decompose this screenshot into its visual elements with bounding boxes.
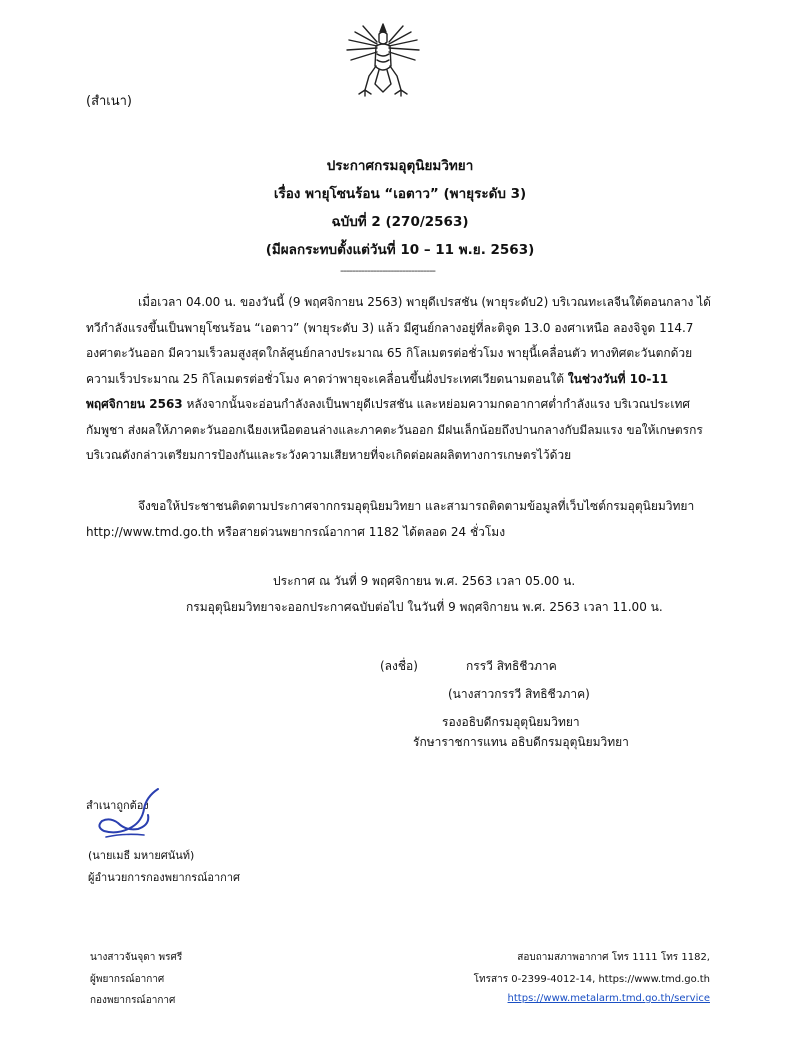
- divider: --------------------------------: [340, 264, 436, 277]
- garuda-emblem: [343, 18, 423, 100]
- footer-service-link[interactable]: https://www.metalarm.tmd.go.th/service: [507, 993, 710, 1004]
- p1-bold-dates: ในช่วงวันที่ 10-11 พฤศจิกายน 2563: [86, 371, 669, 411]
- certifier-name: (นายเมธี มหายศนันท์): [88, 849, 195, 862]
- announcement-number: ฉบับที่ 2 (270/2563): [331, 214, 469, 230]
- p1-text-a: เมื่อเวลา 04.00 น. ของวันนี้ (9 พฤศจิกายน 2563) พายุดีเปรสชัน (พายุระดับ2) บริเวณทะเลจีนใต้ตอนกลาง ได้ทวีกำลังแรงขึ้นเป็นพายุโซนร้อน “เอตาว” (พายุระดับ 3) แล้ว มีศูนย์กลางอยู่ที่ละติจูด 13.0 องศาเหนือ ลองจิจูด 114.7 องศาตะวันออก มีความเร็วลมสูงสุดใกล้ศูนย์กลางประมาณ 65 กิโลเมตรต่อชั่วโมง พายุนี้เคลื่อนตัว ทางทิศตะวันตกด้วยความเร็วประมาณ 25 กิโลเมตรต่อชั่วโมง คาดว่าพายุจะเคลื่อนขึ้นฝั่งประเทศเวียดนามตอนใต้: [86, 295, 711, 386]
- signer-position: รองอธิบดีกรมอุตุนิยมวิทยา: [442, 715, 580, 729]
- footer-division: กองพยากรณ์อากาศ: [90, 995, 176, 1006]
- announcement-title: ประกาศกรมอุตุนิยมวิทยา: [326, 158, 474, 174]
- footer-contact-fax: โทรสาร 0-2399-4012-14, https://www.tmd.go.th: [473, 974, 710, 985]
- certifier-position: ผู้อำนวยการกองพยากรณ์อากาศ: [88, 871, 241, 884]
- announce-date: ประกาศ ณ วันที่ 9 พฤศจิกายน พ.ศ. 2563 เวลา 05.00 น.: [273, 574, 576, 588]
- body-paragraph-2: จึงขอให้ประชาชนติดตามประกาศจากกรมอุตุนิยมวิทยา และสามารถติดตามข้อมูลที่เว็บไซต์กรมอุตุนิยมวิทยา http://www.tmd.go.th หรือสายด่วนพยากรณ์อากาศ 1182 ได้ตลอด 24 ชั่วโมง: [86, 499, 695, 539]
- signed-label: (ลงชื่อ): [380, 659, 418, 673]
- announcement-subject: เรื่อง พายุโซนร้อน “เอตาว” (พายุระดับ 3): [273, 186, 527, 202]
- copy-label: (สำเนา): [86, 94, 133, 109]
- p1-text-b: หลังจากนั้นจะอ่อนกำลังลงเป็นพายุดีเปรสชัน และหย่อมความกดอากาศต่ำกำลังแรง บริเวณประเทศกัมพูชา ส่งผลให้ภาคตะวันออกเฉียงเหนือตอนล่างและภาคตะวันออก มีฝนเล็กน้อยถึงปานกลางกับมีลมแรง ขอให้เกษตรกรบริเวณดังกล่าวเตรียมการป้องกันและระวังความเสียหายที่จะเกิดต่อผลผลิตทางการเกษตรไว้ด้วย: [86, 397, 703, 462]
- handwritten-signature: [88, 787, 160, 841]
- footer-forecaster-role: ผู้พยากรณ์อากาศ: [90, 974, 165, 985]
- footer-forecaster-name: นางสาวจันจุดา พรศรี: [90, 952, 183, 963]
- signer-acting-position: รักษาราชการแทน อธิบดีกรมอุตุนิยมวิทยา: [413, 735, 629, 749]
- body-paragraph-1: [86, 290, 716, 469]
- announcement-effect-dates: (มีผลกระทบตั้งแต่วันที่ 10 – 11 พ.ย. 2563): [265, 242, 535, 258]
- certify-label: สำเนาถูกต้อง: [86, 799, 149, 812]
- signed-name: กรรวี สิทธิชีวภาค: [466, 659, 557, 673]
- footer-contact-phone: สอบถามสภาพอากาศ โทร 1111 โทร 1182,: [517, 952, 710, 963]
- signer-full-name: (นางสาวกรรวี สิทธิชีวภาค): [448, 687, 590, 701]
- next-announcement: กรมอุตุนิยมวิทยาจะออกประกาศฉบับต่อไป ในวันที่ 9 พฤศจิกายน พ.ศ. 2563 เวลา 11.00 น.: [186, 600, 663, 614]
